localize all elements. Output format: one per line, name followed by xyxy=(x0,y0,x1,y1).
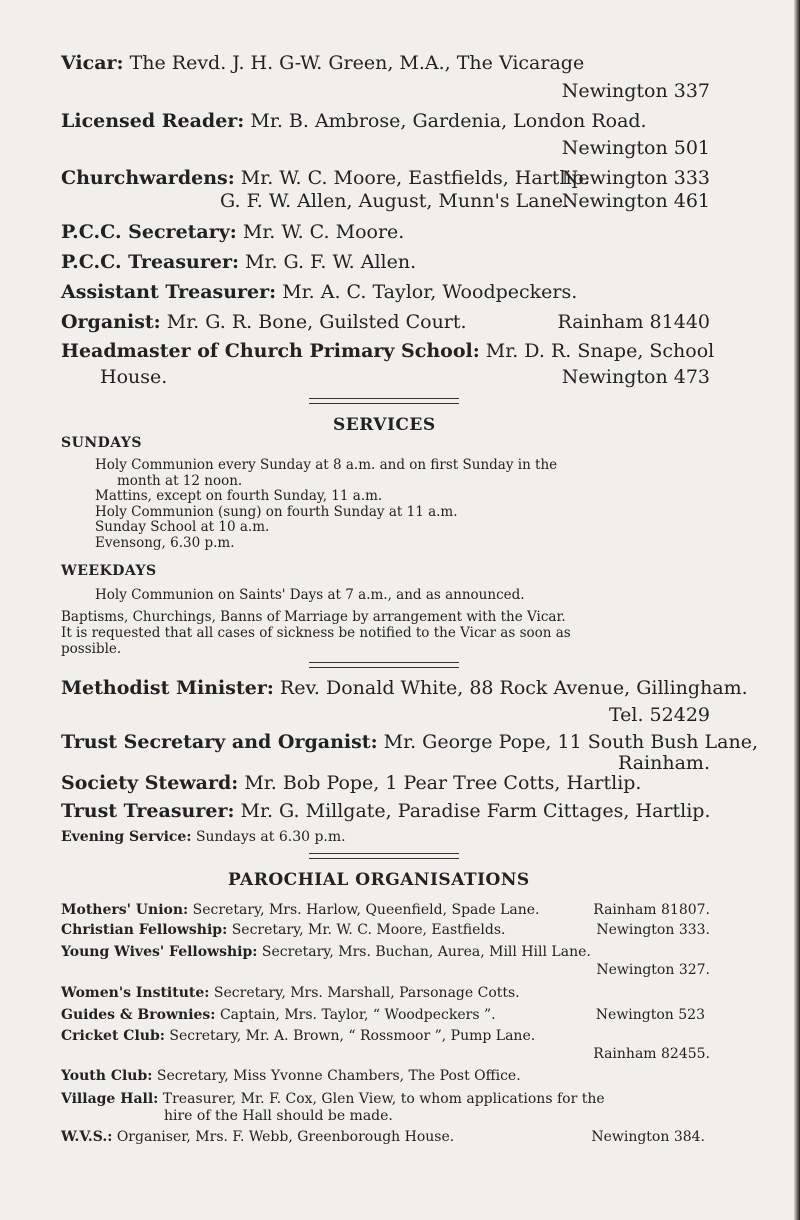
methodist-minister-line xyxy=(61,677,748,699)
methodist-minister-text: Rev. Donald White, 88 Rock Avenue, Gillingham. xyxy=(279,677,748,699)
methodist-minister-label: Methodist Minister: xyxy=(61,677,274,699)
sunday-service-item: month at 12 noon. xyxy=(117,472,243,489)
org-text: Secretary, Mr. W. C. Moore, Eastfields. xyxy=(231,922,506,938)
divider-rule xyxy=(309,662,459,668)
sundays-list xyxy=(95,458,557,551)
vicar-phone: Newington 337 xyxy=(561,80,710,102)
organist-phone: Rainham 81440 xyxy=(557,311,710,333)
headmaster-label: Headmaster of Church Primary School: xyxy=(61,340,480,362)
services-notes xyxy=(61,609,571,657)
pcc-treasurer-text: Mr. G. F. W. Allen. xyxy=(245,251,417,273)
churchwarden-1: Mr. W. C. Moore, Eastfields, Hartlip. xyxy=(240,167,590,189)
pcc-treasurer-label: P.C.C. Treasurer: xyxy=(61,251,239,273)
pcc-secretary-line xyxy=(61,221,404,243)
sunday-service-item: Holy Communion every Sunday at 8 a.m. and on first Sunday in the xyxy=(95,457,558,473)
headmaster-phone: Newington 473 xyxy=(561,366,710,388)
org-guides xyxy=(61,1007,496,1023)
org-label: W.V.S.: xyxy=(61,1129,113,1145)
org-wvs-phone: Newington 384. xyxy=(591,1129,705,1145)
sunday-service-item: Evensong, 6.30 p.m. xyxy=(95,534,235,551)
headmaster-line xyxy=(61,340,714,362)
sundays-label: SUNDAYS xyxy=(61,435,143,451)
org-youth xyxy=(61,1068,521,1084)
org-young-wives xyxy=(61,944,591,960)
org-guides-phone: Newington 523 xyxy=(595,1007,705,1023)
org-label: Christian Fellowship: xyxy=(61,922,228,938)
note-line: It is requested that all cases of sickness be notified to the Vicar as soon as xyxy=(61,625,571,641)
reader-line xyxy=(61,110,647,132)
services-title: SERVICES xyxy=(333,415,436,435)
organist-line xyxy=(61,311,467,333)
assistant-treasurer-text: Mr. A. C. Taylor, Woodpeckers. xyxy=(282,281,578,303)
org-christian-phone: Newington 333. xyxy=(596,922,710,938)
churchwarden-1-phone: Newington 333 xyxy=(561,167,710,189)
org-text: Captain, Mrs. Taylor, “ Woodpeckers ”. xyxy=(219,1007,496,1023)
sunday-service-item: Holy Communion (sung) on fourth Sunday at 11 a.m. xyxy=(95,503,458,520)
org-label: Cricket Club: xyxy=(61,1028,165,1044)
trust-secretary-label: Trust Secretary and Organist: xyxy=(61,731,378,753)
churchwardens-line xyxy=(61,167,590,189)
pcc-secretary-text: Mr. W. C. Moore. xyxy=(242,221,405,243)
vicar-text: The Revd. J. H. G-W. Green, M.A., The Vicarage xyxy=(129,52,585,74)
sunday-service-item: Mattins, except on fourth Sunday, 11 a.m. xyxy=(95,488,383,504)
note-line: Baptisms, Churchings, Banns of Marriage by arrangement with the Vicar. xyxy=(61,609,566,625)
org-label: Women's Institute: xyxy=(61,985,210,1001)
org-text: Secretary, Mrs. Buchan, Aurea, Mill Hill Lane. xyxy=(261,944,591,960)
weekdays-label: WEEKDAYS xyxy=(61,563,157,579)
divider-rule xyxy=(309,398,459,404)
org-mothers xyxy=(61,902,540,918)
vicar-line xyxy=(61,52,584,74)
trust-treasurer-text: Mr. G. Millgate, Paradise Farm Cittages, Hartlip. xyxy=(240,800,711,822)
reader-text: Mr. B. Ambrose, Gardenia, London Road. xyxy=(250,110,647,132)
churchwarden-2-phone: Newington 461 xyxy=(561,190,710,212)
organist-text: Mr. G. R. Bone, Guilsted Court. xyxy=(166,311,467,333)
methodist-minister-phone: Tel. 52429 xyxy=(608,704,710,726)
org-label: Mothers' Union: xyxy=(61,902,189,918)
org-label: Village Hall: xyxy=(61,1091,159,1107)
reader-label: Licensed Reader: xyxy=(61,110,245,132)
trust-secretary-text: Mr. George Pope, 11 South Bush Lane, xyxy=(383,731,759,753)
trust-treasurer-line xyxy=(61,800,710,822)
org-cricket xyxy=(61,1028,535,1044)
vicar-label: Vicar: xyxy=(61,52,124,74)
org-label: Guides & Brownies: xyxy=(61,1007,216,1023)
org-label: Young Wives' Fellowship: xyxy=(61,944,258,960)
weekdays-text: Holy Communion on Saints' Days at 7 a.m., and as announced. xyxy=(95,587,525,603)
page-edge-shadow xyxy=(794,0,800,1220)
trust-secretary-line xyxy=(61,731,758,753)
assistant-treasurer-label: Assistant Treasurer: xyxy=(61,281,277,303)
headmaster-text: Mr. D. R. Snape, School xyxy=(485,340,715,362)
org-young-wives-phone: Newington 327. xyxy=(596,962,710,978)
reader-phone: Newington 501 xyxy=(561,137,710,159)
trust-secretary-cont: Rainham. xyxy=(617,752,710,774)
headmaster-cont: House. xyxy=(100,366,168,388)
org-text: Secretary, Miss Yvonne Chambers, The Post Office. xyxy=(156,1068,521,1084)
org-text: Secretary, Mrs. Harlow, Queenfield, Spade Lane. xyxy=(192,902,540,918)
trust-treasurer-label: Trust Treasurer: xyxy=(61,800,235,822)
org-text: Secretary, Mr. A. Brown, “ Rossmoor ”, Pump Lane. xyxy=(169,1028,536,1044)
org-christian xyxy=(61,922,506,938)
churchwardens-label: Churchwardens: xyxy=(61,167,235,189)
sunday-service-item: Sunday School at 10 a.m. xyxy=(95,519,270,535)
org-text: Organiser, Mrs. F. Webb, Greenborough House. xyxy=(116,1129,455,1145)
organist-label: Organist: xyxy=(61,311,161,333)
churchwarden-2: G. F. W. Allen, August, Munn's Lane. xyxy=(220,190,570,212)
organisations-title: PAROCHIAL ORGANISATIONS xyxy=(228,870,530,890)
org-village-hall xyxy=(61,1091,605,1107)
org-cricket-phone: Rainham 82455. xyxy=(593,1046,710,1062)
evening-service-label: Evening Service: xyxy=(61,829,192,845)
note-line: possible. xyxy=(61,641,122,657)
assistant-treasurer-line xyxy=(61,281,577,303)
org-womens xyxy=(61,985,520,1001)
evening-service-line xyxy=(61,829,346,845)
org-label: Youth Club: xyxy=(61,1068,153,1084)
evening-service-text: Sundays at 6.30 p.m. xyxy=(195,829,346,845)
org-wvs xyxy=(61,1129,454,1145)
divider-rule xyxy=(309,853,459,859)
org-text: Secretary, Mrs. Marshall, Parsonage Cotts. xyxy=(213,985,520,1001)
pcc-treasurer-line xyxy=(61,251,416,273)
society-steward-text: Mr. Bob Pope, 1 Pear Tree Cotts, Hartlip. xyxy=(244,772,642,794)
org-mothers-phone: Rainham 81807. xyxy=(593,902,710,918)
society-steward-line xyxy=(61,772,641,794)
org-village-hall-cont: hire of the Hall should be made. xyxy=(164,1108,393,1124)
pcc-secretary-label: P.C.C. Secretary: xyxy=(61,221,237,243)
org-text: Treasurer, Mr. F. Cox, Glen View, to whom applications for the xyxy=(162,1091,605,1107)
society-steward-label: Society Steward: xyxy=(61,772,239,794)
